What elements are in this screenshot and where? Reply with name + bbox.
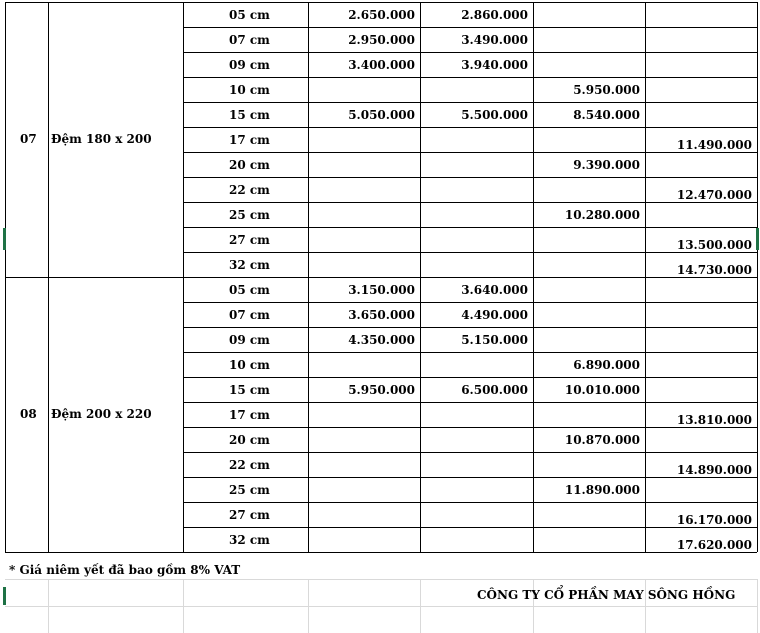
column-border <box>308 127 309 152</box>
column-border <box>420 427 421 452</box>
column-border <box>420 277 421 302</box>
column-border <box>183 2 184 277</box>
column-border <box>533 27 534 52</box>
column-border <box>757 352 758 377</box>
price-cell[interactable]: 14.890.000 <box>676 463 752 477</box>
column-border <box>420 352 421 377</box>
price-cell[interactable]: 11.490.000 <box>676 138 752 152</box>
column-border <box>533 377 534 402</box>
column-border <box>183 277 184 552</box>
thickness-cell[interactable]: 25 cm <box>229 483 270 497</box>
row-border <box>183 277 757 278</box>
column-border <box>5 277 6 552</box>
column-border <box>48 2 49 277</box>
column-border <box>645 302 646 327</box>
price-cell[interactable]: 16.170.000 <box>676 513 752 527</box>
column-border <box>645 352 646 377</box>
column-border <box>533 202 534 227</box>
column-border <box>645 327 646 352</box>
column-border <box>757 252 758 277</box>
price-cell[interactable]: 3.940.000 <box>461 58 528 72</box>
column-border <box>645 27 646 52</box>
column-border <box>533 302 534 327</box>
column-border <box>533 477 534 502</box>
column-border <box>420 377 421 402</box>
column-border <box>757 402 758 427</box>
price-cell[interactable]: 3.650.000 <box>348 308 415 322</box>
faint-column-border <box>48 579 49 633</box>
column-border <box>533 352 534 377</box>
row-border <box>183 252 757 253</box>
column-border <box>757 27 758 52</box>
thickness-cell[interactable]: 32 cm <box>229 533 270 547</box>
column-border <box>645 152 646 177</box>
row-number[interactable]: 08 <box>20 406 37 421</box>
product-name[interactable]: Đệm 180 x 200 <box>51 131 152 146</box>
thickness-cell[interactable]: 10 cm <box>229 358 270 372</box>
row-border <box>183 152 757 153</box>
thickness-cell[interactable]: 27 cm <box>229 508 270 522</box>
column-border <box>757 77 758 102</box>
row-border <box>183 102 757 103</box>
row-border <box>183 27 757 28</box>
faint-column-border <box>183 579 184 633</box>
thickness-cell[interactable]: 09 cm <box>229 58 270 72</box>
column-border <box>645 102 646 127</box>
column-border <box>420 127 421 152</box>
column-border <box>533 102 534 127</box>
column-border <box>308 152 309 177</box>
row-border <box>183 477 757 478</box>
column-border <box>48 277 49 552</box>
column-border <box>420 252 421 277</box>
thickness-cell[interactable]: 07 cm <box>229 308 270 322</box>
thickness-cell[interactable]: 22 cm <box>229 183 270 197</box>
thickness-cell[interactable]: 17 cm <box>229 408 270 422</box>
thickness-cell[interactable]: 25 cm <box>229 208 270 222</box>
thickness-cell[interactable]: 07 cm <box>229 33 270 47</box>
column-border <box>645 277 646 302</box>
column-border <box>757 52 758 77</box>
column-border <box>308 252 309 277</box>
column-border <box>645 477 646 502</box>
column-border <box>645 452 646 477</box>
column-border <box>533 227 534 252</box>
column-border <box>308 402 309 427</box>
selection-marker-footer <box>3 587 6 605</box>
thickness-cell[interactable]: 22 cm <box>229 458 270 472</box>
column-border <box>420 477 421 502</box>
column-border <box>533 52 534 77</box>
column-border <box>308 27 309 52</box>
column-border <box>533 2 534 27</box>
price-cell[interactable]: 8.540.000 <box>573 108 640 122</box>
column-border <box>645 77 646 102</box>
price-cell[interactable]: 6.890.000 <box>573 358 640 372</box>
column-border <box>533 502 534 527</box>
vat-note[interactable]: * Giá niêm yết đã bao gồm 8% VAT <box>9 563 241 577</box>
thickness-cell[interactable]: 17 cm <box>229 133 270 147</box>
thickness-cell[interactable]: 05 cm <box>229 8 270 22</box>
column-border <box>308 52 309 77</box>
row-border <box>183 352 757 353</box>
column-border <box>420 27 421 52</box>
price-cell[interactable]: 13.810.000 <box>676 413 752 427</box>
row-border <box>183 402 757 403</box>
price-cell[interactable]: 4.490.000 <box>461 308 528 322</box>
column-border <box>645 52 646 77</box>
thickness-cell[interactable]: 27 cm <box>229 233 270 247</box>
price-cell[interactable]: 13.500.000 <box>676 238 752 252</box>
column-border <box>757 452 758 477</box>
column-border <box>533 77 534 102</box>
column-border <box>757 302 758 327</box>
column-border <box>308 427 309 452</box>
thickness-cell[interactable]: 15 cm <box>229 108 270 122</box>
column-border <box>420 52 421 77</box>
column-border <box>308 477 309 502</box>
column-border <box>533 177 534 202</box>
column-border <box>533 152 534 177</box>
thickness-cell[interactable]: 32 cm <box>229 258 270 272</box>
column-border <box>645 427 646 452</box>
row-border <box>183 302 757 303</box>
price-cell[interactable]: 5.050.000 <box>348 108 415 122</box>
price-cell[interactable]: 2.860.000 <box>461 8 528 22</box>
price-cell[interactable]: 10.010.000 <box>564 383 640 397</box>
price-cell[interactable]: 14.730.000 <box>676 263 752 277</box>
row-border <box>183 377 757 378</box>
column-border <box>757 202 758 227</box>
row-border <box>183 52 757 53</box>
row-border <box>183 127 757 128</box>
column-border <box>645 252 646 277</box>
column-border <box>308 352 309 377</box>
column-border <box>645 177 646 202</box>
column-border <box>757 152 758 177</box>
column-border <box>645 2 646 27</box>
column-border <box>533 427 534 452</box>
column-border <box>308 502 309 527</box>
price-cell[interactable]: 10.870.000 <box>564 433 640 447</box>
product-name[interactable]: Đệm 200 x 220 <box>51 406 152 421</box>
column-border <box>757 177 758 202</box>
column-border <box>757 527 758 552</box>
column-border <box>308 302 309 327</box>
column-border <box>420 2 421 27</box>
faint-column-border <box>308 579 309 633</box>
price-cell[interactable]: 3.640.000 <box>461 283 528 297</box>
group-bottom-border <box>5 552 757 553</box>
column-border <box>645 527 646 552</box>
column-border <box>645 502 646 527</box>
thickness-cell[interactable]: 05 cm <box>229 283 270 297</box>
column-border <box>420 77 421 102</box>
column-border <box>420 402 421 427</box>
column-border <box>420 502 421 527</box>
column-border <box>308 327 309 352</box>
row-border <box>183 202 757 203</box>
column-border <box>533 527 534 552</box>
price-cell[interactable]: 6.500.000 <box>461 383 528 397</box>
price-cell[interactable]: 3.400.000 <box>348 58 415 72</box>
column-border <box>757 427 758 452</box>
column-border <box>308 452 309 477</box>
column-border <box>420 527 421 552</box>
row-border <box>183 527 757 528</box>
price-cell[interactable]: 3.490.000 <box>461 33 528 47</box>
column-border <box>757 377 758 402</box>
price-cell[interactable]: 4.350.000 <box>348 333 415 347</box>
column-border <box>757 277 758 302</box>
column-border <box>308 77 309 102</box>
price-cell[interactable]: 12.470.000 <box>676 188 752 202</box>
column-border <box>533 452 534 477</box>
price-cell[interactable]: 11.890.000 <box>564 483 640 497</box>
column-border <box>420 152 421 177</box>
selection-marker-left <box>3 228 6 250</box>
faint-column-border <box>757 579 758 633</box>
price-cell[interactable]: 3.150.000 <box>348 283 415 297</box>
column-border <box>645 127 646 152</box>
column-border <box>308 2 309 27</box>
row-border <box>183 327 757 328</box>
row-number[interactable]: 07 <box>20 131 37 146</box>
column-border <box>757 327 758 352</box>
faint-column-border <box>420 579 421 633</box>
price-cell[interactable]: 17.620.000 <box>676 538 752 552</box>
row-border <box>183 427 757 428</box>
price-cell[interactable]: 5.950.000 <box>573 83 640 97</box>
column-border <box>757 502 758 527</box>
price-cell[interactable]: 2.650.000 <box>348 8 415 22</box>
column-border <box>645 402 646 427</box>
column-border <box>308 102 309 127</box>
column-border <box>533 127 534 152</box>
column-border <box>420 177 421 202</box>
column-border <box>308 377 309 402</box>
thickness-cell[interactable]: 10 cm <box>229 83 270 97</box>
column-border <box>533 252 534 277</box>
price-cell[interactable]: 10.280.000 <box>564 208 640 222</box>
column-border <box>757 2 758 27</box>
column-border <box>533 402 534 427</box>
column-border <box>420 452 421 477</box>
row-border <box>183 77 757 78</box>
column-border <box>533 277 534 302</box>
price-cell[interactable]: 2.950.000 <box>348 33 415 47</box>
column-border <box>308 277 309 302</box>
thickness-cell[interactable]: 20 cm <box>229 158 270 172</box>
column-border <box>420 327 421 352</box>
column-border <box>308 177 309 202</box>
column-border <box>308 202 309 227</box>
column-border <box>757 102 758 127</box>
thickness-cell[interactable]: 20 cm <box>229 433 270 447</box>
price-cell[interactable]: 9.390.000 <box>573 158 640 172</box>
row-border <box>183 452 757 453</box>
row-border <box>183 2 757 3</box>
column-border <box>420 202 421 227</box>
column-border <box>533 327 534 352</box>
column-border <box>757 477 758 502</box>
thickness-cell[interactable]: 15 cm <box>229 383 270 397</box>
column-border <box>420 302 421 327</box>
column-border <box>645 202 646 227</box>
column-border <box>308 227 309 252</box>
price-cell[interactable]: 5.500.000 <box>461 108 528 122</box>
selection-marker-right <box>756 228 759 250</box>
column-border <box>645 227 646 252</box>
row-border <box>183 227 757 228</box>
row-border <box>183 177 757 178</box>
column-border <box>308 527 309 552</box>
column-border <box>420 102 421 127</box>
column-border <box>757 127 758 152</box>
column-border <box>420 227 421 252</box>
price-cell[interactable]: 5.950.000 <box>348 383 415 397</box>
thickness-cell[interactable]: 09 cm <box>229 333 270 347</box>
column-border <box>645 377 646 402</box>
company-name[interactable]: CÔNG TY CỔ PHẦN MAY SÔNG HỒNG <box>477 588 736 602</box>
row-border <box>183 502 757 503</box>
price-cell[interactable]: 5.150.000 <box>461 333 528 347</box>
